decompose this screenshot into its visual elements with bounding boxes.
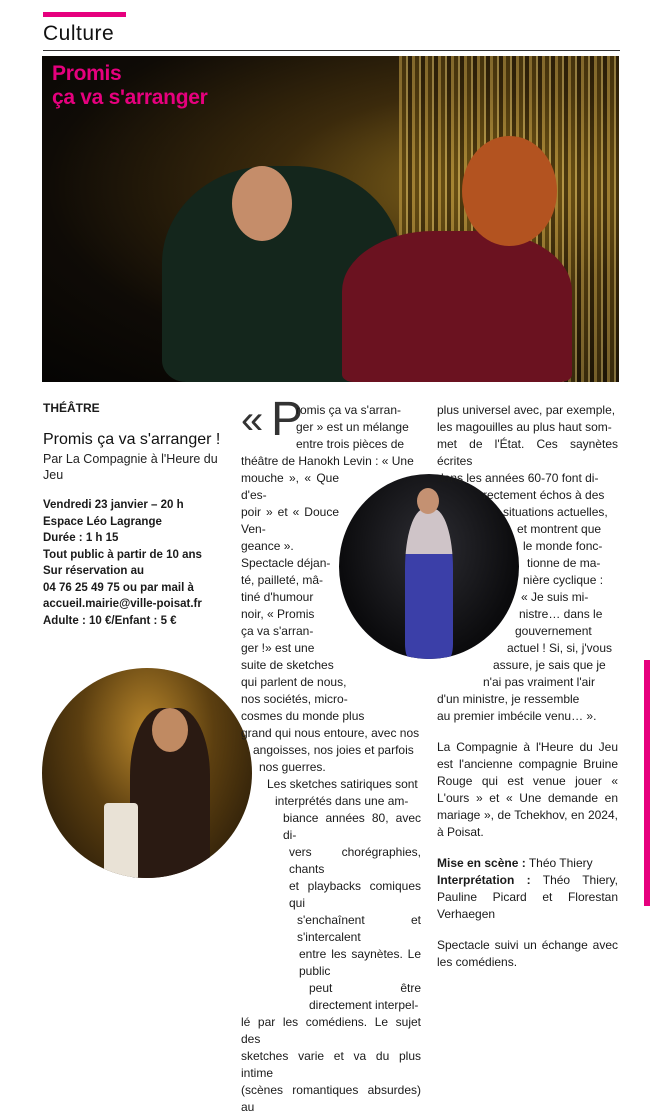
- article-sidebar: [43, 400, 228, 629]
- hero-photo: [42, 56, 619, 382]
- section-accent-bar: [43, 12, 126, 17]
- body-column-2: plus universel avec, par exemple, les magouilles au plus haut som- met de l'État. Ces saynètes écrites dans les années 60-70 font di- rectement échos à des situations actuelles, et montrent que le monde fonc- tionne de ma- nière cyclique : « Je suis mi- nistre… dans le gouvernement actuel ! Si, si, j'vous assure, je sais que je n'ai pas vraiment l'air d'un ministre, je ressemble au premier imbécile venu… ». La Compagnie à l'Heure du Jeu est l'ancienne compagnie Bruine Rouge qui est venue jouer « L'ours » et « Une demande en mariage », de Tchekhov, en 2024, à Poisat. Mise en scène : Théo Thiery Interprétation : Théo Thiery, Pauline Picard et Florestan Verhaegen Spectacle suivi un échange avec les comédiens.: [437, 403, 618, 969]
- section-divider: [43, 50, 620, 51]
- actor-head: [232, 166, 292, 241]
- closing-note: Spectacle suivi un échange avec les comédiens.: [437, 938, 618, 969]
- company-paragraph: La Compagnie à l'Heure du Jeu est l'ancienne compagnie Bruine Rouge qui est venue jouer « L'ours » et « Une demande en mariage », de Tchekhov, en 2024, à Poisat.: [437, 740, 618, 839]
- credits: Mise en scène : Théo Thiery Interprétation : Théo Thiery, Pauline Picard et Florestan Verhaegen: [437, 856, 618, 921]
- event-info: Vendredi 23 janvier – 20 h Espace Léo Lagrange Durée : 1 h 15 Tout public à partir de 10 ans Sur réservation au 04 76 25 49 75 ou par mail à accueil.mairie@ville-poisat.fr Adulte : 10 €/Enfant : 5 €: [43, 497, 228, 629]
- dropcap: P: [271, 393, 304, 446]
- page-edge-accent: [644, 660, 650, 906]
- actor-phone-photo: [42, 668, 252, 878]
- actress-head: [417, 488, 439, 514]
- email-link[interactable]: accueil.mairie@ville-poisat.fr: [43, 598, 202, 610]
- actor-wig-head: [462, 136, 557, 246]
- section-title: Culture: [43, 22, 115, 45]
- body-column-1: romis ça va s'arran- ger » est un mélange entre trois pièces de théâtre de Hanokh Levin : « Une mouche », « Que d'es- poir » et « Douce Ven- geance ». Spectacle déjan- té, pailleté, mâ- tiné d'humour noir, « Promis ça va s'arran- ger !» est une suite de sketches qui parlent de nous, nos sociétés, micro- cosmes du monde plus grand qui nous entoure, avec nos angoisses, nos joies et parfois nos guerres. Les sketches satiriques sont interprétés dans une am- biance années 80, avec di- vers chorégraphies, chants et playbacks comiques qui s'enchaînent et s'intercalent entre les saynètes. Le public peut être directement interpel- lé par les comédiens. Le sujet des sketches varie et va du plus intime (scènes romantiques absurdes) au: [241, 403, 421, 1114]
- category-label: THÉÂTRE: [43, 401, 100, 415]
- actor-red-sequin: [342, 231, 572, 382]
- byline: Par La Compagnie à l'Heure du Jeu: [43, 452, 218, 482]
- hero-title: Promis ça va s'arranger: [52, 62, 208, 109]
- article-title: Promis ça va s'arranger !: [43, 431, 221, 448]
- pillar-prop: [104, 803, 138, 878]
- actor-face: [152, 708, 188, 752]
- open-quote: «: [241, 398, 264, 442]
